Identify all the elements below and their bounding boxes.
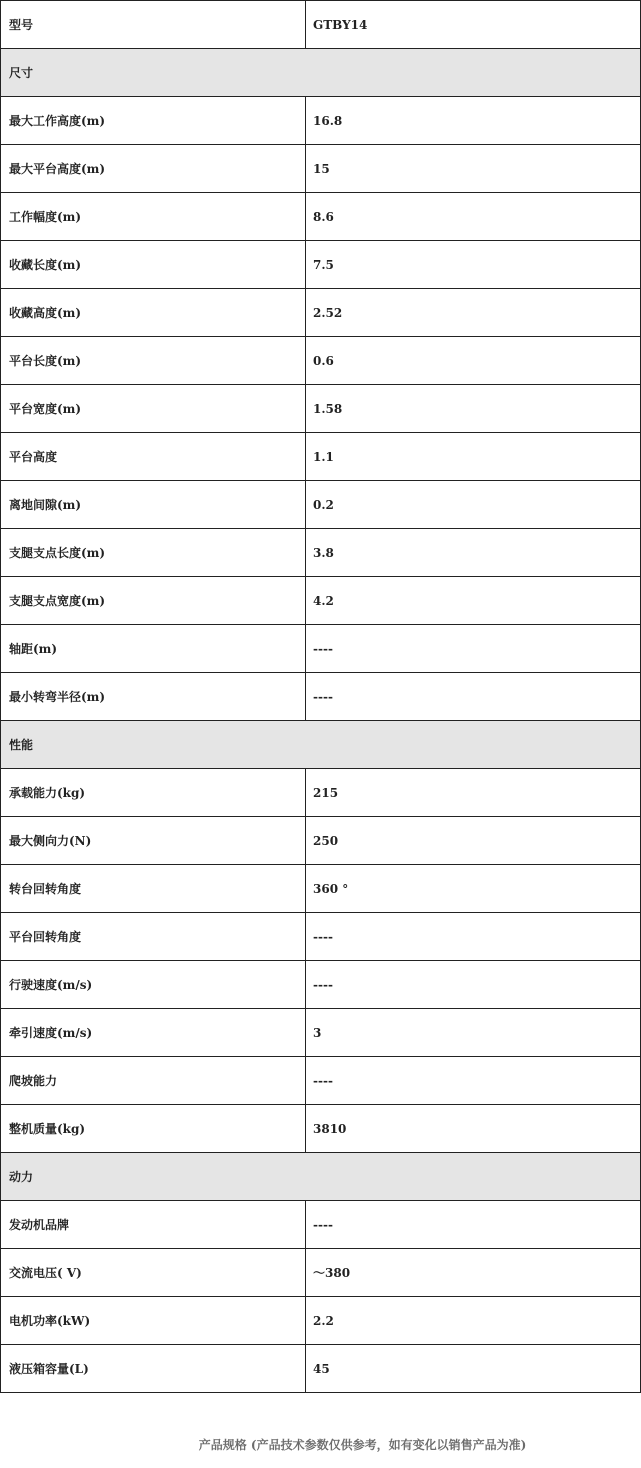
spec-value: 3.8 (306, 529, 641, 577)
spec-label: 平台回转角度 (1, 913, 306, 961)
spec-label: 整机质量(kg) (1, 1105, 306, 1153)
spec-value: 360 ° (306, 865, 641, 913)
spec-row (1, 1009, 641, 1057)
spec-value: 45 (306, 1345, 641, 1393)
spec-value: 0.6 (306, 337, 641, 385)
spec-row (1, 433, 641, 481)
spec-value: ---- (306, 1057, 641, 1105)
spec-row (1, 673, 641, 721)
spec-row (1, 145, 641, 193)
spec-row (1, 337, 641, 385)
spec-value: 1.58 (306, 385, 641, 433)
spec-value: 2.52 (306, 289, 641, 337)
spec-value: ---- (306, 961, 641, 1009)
footer-note: 产品规格 (产品技术参数仅供参考，如有变化以销售产品为准) (198, 1438, 527, 1452)
section-header-row (1, 721, 641, 769)
spec-row (1, 289, 641, 337)
section-header-row (1, 49, 641, 97)
spec-value: 15 (306, 145, 641, 193)
spec-row (1, 1057, 641, 1105)
spec-label: 液压箱容量(L) (1, 1345, 306, 1393)
spec-row (1, 1105, 641, 1153)
spec-row (1, 1249, 641, 1297)
spec-label: 电机功率(kW) (1, 1297, 306, 1345)
spec-row (1, 577, 641, 625)
spec-row (1, 529, 641, 577)
spec-value: 4.2 (306, 577, 641, 625)
spec-value: 215 (306, 769, 641, 817)
spec-row (1, 1, 641, 49)
spec-label: 行驶速度(m/s) (1, 961, 306, 1009)
spec-label: 最大侧向力(N) (1, 817, 306, 865)
section-title: 动力 (1, 1153, 641, 1201)
spec-value: 7.5 (306, 241, 641, 289)
spec-row (1, 481, 641, 529)
spec-label: 平台高度 (1, 433, 306, 481)
spec-value: 8.6 (306, 193, 641, 241)
spec-value: ---- (306, 673, 641, 721)
spec-label: 最大平台高度(m) (1, 145, 306, 193)
spec-row (1, 961, 641, 1009)
spec-value: 250 (306, 817, 641, 865)
spec-label: 型号 (1, 1, 306, 49)
section-title: 性能 (1, 721, 641, 769)
spec-value: 16.8 (306, 97, 641, 145)
spec-label: 收藏长度(m) (1, 241, 306, 289)
spec-label: 平台长度(m) (1, 337, 306, 385)
spec-label: 离地间隙(m) (1, 481, 306, 529)
spec-value: GTBY14 (306, 1, 641, 49)
spec-label: 牵引速度(m/s) (1, 1009, 306, 1057)
section-header-row (1, 1153, 641, 1201)
spec-value: 0.2 (306, 481, 641, 529)
spec-value: ---- (306, 625, 641, 673)
spec-row (1, 865, 641, 913)
spec-label: 最小转弯半径(m) (1, 673, 306, 721)
spec-value: 2.2 (306, 1297, 641, 1345)
spec-label: 支腿支点宽度(m) (1, 577, 306, 625)
spec-row (1, 625, 641, 673)
spec-row (1, 241, 641, 289)
spec-label: 工作幅度(m) (1, 193, 306, 241)
spec-value: ---- (306, 913, 641, 961)
spec-row (1, 1297, 641, 1345)
spec-label: 转台回转角度 (1, 865, 306, 913)
spec-row (1, 1201, 641, 1249)
spec-row (1, 817, 641, 865)
spec-label: 爬坡能力 (1, 1057, 306, 1105)
spec-value: ---- (306, 1201, 641, 1249)
spec-row (1, 97, 641, 145)
section-title: 尺寸 (1, 49, 641, 97)
spec-row (1, 769, 641, 817)
spec-label: 发动机品牌 (1, 1201, 306, 1249)
spec-label: 最大工作高度(m) (1, 97, 306, 145)
spec-row (1, 385, 641, 433)
spec-value: ～380 (306, 1249, 641, 1297)
spec-label: 承载能力(kg) (1, 769, 306, 817)
spec-row (1, 913, 641, 961)
spec-row (1, 193, 641, 241)
spec-row (1, 1345, 641, 1393)
spec-label: 支腿支点长度(m) (1, 529, 306, 577)
spec-label: 平台宽度(m) (1, 385, 306, 433)
spec-value: 3 (306, 1009, 641, 1057)
spec-label: 收藏高度(m) (1, 289, 306, 337)
spec-table-body (1, 1, 641, 1393)
spec-label: 轴距(m) (1, 625, 306, 673)
spec-value: 3810 (306, 1105, 641, 1153)
spec-value: 1.1 (306, 433, 641, 481)
spec-label: 交流电压( V) (1, 1249, 306, 1297)
